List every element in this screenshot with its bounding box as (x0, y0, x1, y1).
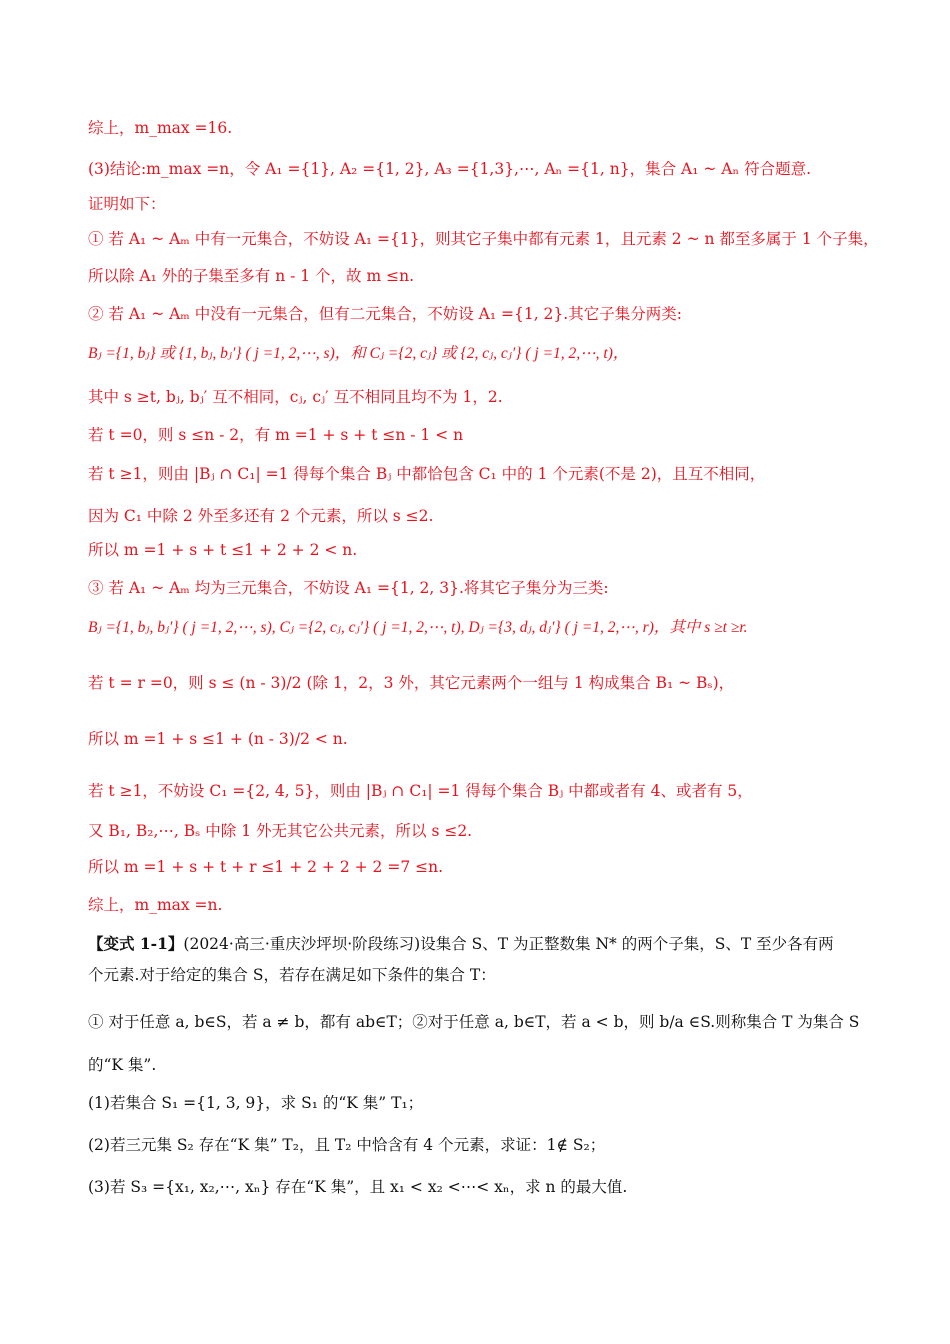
solution-line-15: 若 t = r =0，则 s ≤ (n - 3)/2 (除 1，2，3 外，其它元素两个一组与 1 构成集合 B₁ ~ Bₛ)， (88, 674, 735, 692)
solution-line-13: ③ 若 A₁ ~ Aₘ 均为三元集合，不妨设 A₁ ={1, 2, 3}.将其它子集分为三类: (88, 579, 609, 597)
solution-line-8: 其中 s ≥t, bⱼ, bⱼ′ 互不相同，cⱼ, cⱼ′ 互不相同且均不为 1，2. (88, 388, 503, 406)
solution-line-19: 所以 m =1 + s + t + r ≤1 + 2 + 2 + 2 =7 ≤n. (88, 858, 444, 876)
problem-line-6: (2)若三元集 S₂ 存在“K 集” T₂，且 T₂ 中恰含有 4 个元素，求证：1∉ S₂； (88, 1136, 606, 1154)
solution-line-9: 若 t =0，则 s ≤n - 2，有 m =1 + s + t ≤n - 1 < n (88, 426, 464, 444)
solution-line-2: (3)结论:m_max =n，令 A₁ ={1}, A₂ ={1, 2}, A₃ ={1,3},⋯, Aₙ ={1, n}，集合 A₁ ~ Aₙ 符合题意. (88, 160, 812, 178)
solution-line-12: 所以 m =1 + s + t ≤1 + 2 + 2 < n. (88, 541, 358, 559)
problem-line-1 (88, 933, 880, 955)
solution-line-5: 所以除 A₁ 外的子集至多有 n - 1 个，故 m ≤n. (88, 267, 415, 285)
solution-line-1: 综上，m_max =16. (88, 119, 233, 137)
solution-line-7: Bⱼ ={1, bⱼ} 或 {1, bⱼ, bⱼ′} ( j =1, 2,⋯, s)，和 Cⱼ ={2, cⱼ} 或 {2, cⱼ, cⱼ′} ( j =1, 2,⋯, t)， (88, 345, 629, 362)
problem-line-3: ① 对于任意 a, b∈S，若 a ≠ b，都有 ab∈T；②对于任意 a, b∈T，若 a < b，则 b/a ∈S.则称集合 T 为集合 S (88, 1013, 860, 1031)
solution-line-16: 所以 m =1 + s ≤1 + (n - 3)/2 < n. (88, 730, 348, 748)
solution-line-3: 证明如下： (88, 195, 166, 213)
solution-line-10: 若 t ≥1，则由 |Bⱼ ∩ C₁| =1 得每个集合 Bⱼ 中都恰包含 C₁ 中的 1 个元素(不是 2)，且互不相同， (88, 465, 766, 483)
solution-line-17: 若 t ≥1，不妨设 C₁ ={2, 4, 5}，则由 |Bⱼ ∩ C₁| =1 得每个集合 Bⱼ 中都或者有 4、或者有 5， (88, 782, 753, 800)
solution-line-14: Bⱼ ={1, bⱼ, bⱼ′} ( j =1, 2,⋯, s), Cⱼ ={2, cⱼ, cⱼ′} ( j =1, 2,⋯, t), Dⱼ ={3, dⱼ, dⱼ′} ( j =1, 2,⋯, r)，其中 s ≥t ≥r. (88, 619, 748, 636)
problem-tag: 【变式 1-1】 (88, 934, 184, 953)
solution-line-4: ① 若 A₁ ~ Aₘ 中有一元集合，不妨设 A₁ ={1}，则其它子集中都有元素 1，且元素 2 ~ n 都至多属于 1 个子集， (88, 230, 879, 248)
problem-line-5: (1)若集合 S₁ ={1, 3, 9}，求 S₁ 的“K 集” T₁； (88, 1094, 424, 1112)
problem-line-4: 的“K 集”. (88, 1056, 157, 1074)
problem-line-2: 个元素.对于给定的集合 S，若存在满足如下条件的集合 T： (88, 966, 496, 984)
solution-line-6: ② 若 A₁ ~ Aₘ 中没有一元集合，但有二元集合，不妨设 A₁ ={1, 2}.其它子集分两类: (88, 305, 682, 323)
solution-line-11: 因为 C₁ 中除 2 外至多还有 2 个元素，所以 s ≤2. (88, 507, 434, 525)
solution-line-18: 又 B₁, B₂,⋯, Bₛ 中除 1 外无其它公共元素，所以 s ≤2. (88, 822, 473, 840)
solution-line-20: 综上，m_max =n. (88, 896, 223, 914)
problem-text-1: (2024·高三·重庆沙坪坝·阶段练习)设集合 S、T 为正整数集 N* 的两个子集，S、T 至少各有两 (183, 935, 834, 953)
problem-line-7: (3)若 S₃ ={x₁, x₂,⋯, xₙ} 存在“K 集”，且 x₁ < x₂ <⋯< xₙ，求 n 的最大值. (88, 1178, 628, 1196)
